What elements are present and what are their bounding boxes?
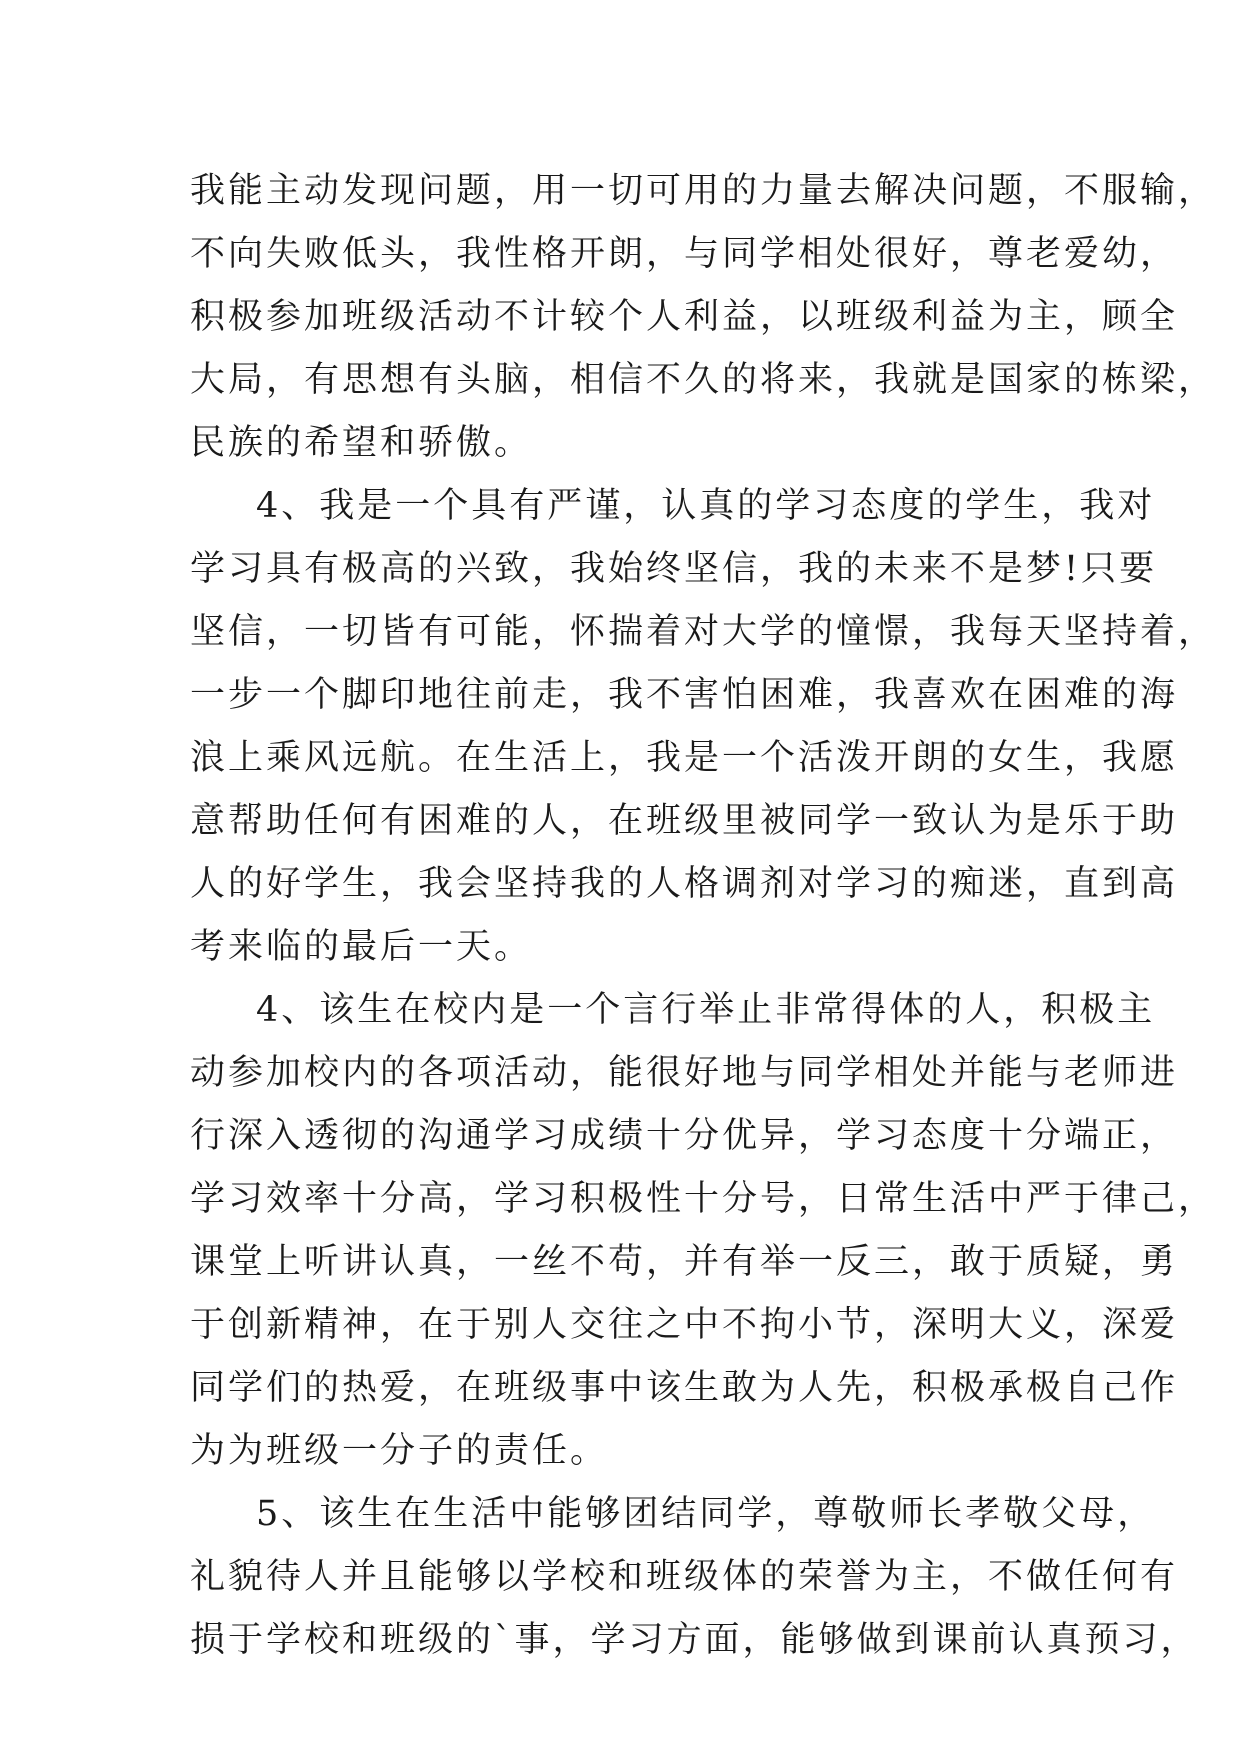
text-line: 考来临的最后一天。 xyxy=(190,927,533,967)
document-body xyxy=(190,160,1217,1672)
text-line: 学习具有极高的兴致，我始终坚信，我的未来不是梦!只要 xyxy=(190,549,1158,589)
paragraph-first-line: 4、我是一个具有严谨，认真的学习态度的学生，我对 xyxy=(256,486,1156,526)
paragraph-first-line: 5、该生在生活中能够团结同学，尊敬师长孝敬父母， xyxy=(256,1494,1156,1534)
text-line: 学习效率十分高，学习积极性十分号，日常生活中严于律己， xyxy=(190,1179,1217,1219)
text-line: 人的好学生，我会坚持我的人格调剂对学习的痴迷，直到高 xyxy=(190,864,1179,904)
text-line: 不向失败低头，我性格开朗，与同学相处很好，尊老爱幼， xyxy=(190,234,1179,274)
text-line: 大局，有思想有头脑，相信不久的将来，我就是国家的栋梁， xyxy=(190,360,1217,400)
text-line: 为为班级一分子的责任。 xyxy=(190,1431,609,1471)
text-line: 意帮助任何有困难的人，在班级里被同学一致认为是乐于助 xyxy=(190,801,1179,841)
text-line: 行深入透彻的沟通学习成绩十分优异，学习态度十分端正， xyxy=(190,1116,1179,1156)
text-line: 民族的希望和骄傲。 xyxy=(190,423,533,463)
text-line: 积极参加班级活动不计较个人利益，以班级利益为主，顾全 xyxy=(190,297,1179,337)
text-line: 礼貌待人并且能够以学校和班级体的荣誉为主，不做任何有 xyxy=(190,1557,1179,1597)
text-line: 我能主动发现问题，用一切可用的力量去解决问题，不服输， xyxy=(190,171,1217,211)
paragraph-first-line: 4、该生在校内是一个言行举止非常得体的人，积极主 xyxy=(256,990,1156,1030)
text-line: 一步一个脚印地往前走，我不害怕困难，我喜欢在困难的海 xyxy=(190,675,1179,715)
text-line: 课堂上听讲认真，一丝不苟，并有举一反三，敢于质疑，勇 xyxy=(190,1242,1179,1282)
text-line: 损于学校和班级的`事，学习方面，能够做到课前认真预习， xyxy=(190,1620,1199,1660)
text-line: 于创新精神，在于别人交往之中不拘小节，深明大义，深爱 xyxy=(190,1305,1179,1345)
text-line: 浪上乘风远航。在生活上，我是一个活泼开朗的女生，我愿 xyxy=(190,738,1179,778)
text-line: 动参加校内的各项活动，能很好地与同学相处并能与老师进 xyxy=(190,1053,1179,1093)
text-line: 坚信，一切皆有可能，怀揣着对大学的憧憬，我每天坚持着， xyxy=(190,612,1217,652)
text-line: 同学们的热爱，在班级事中该生敢为人先，积极承极自己作 xyxy=(190,1368,1179,1408)
